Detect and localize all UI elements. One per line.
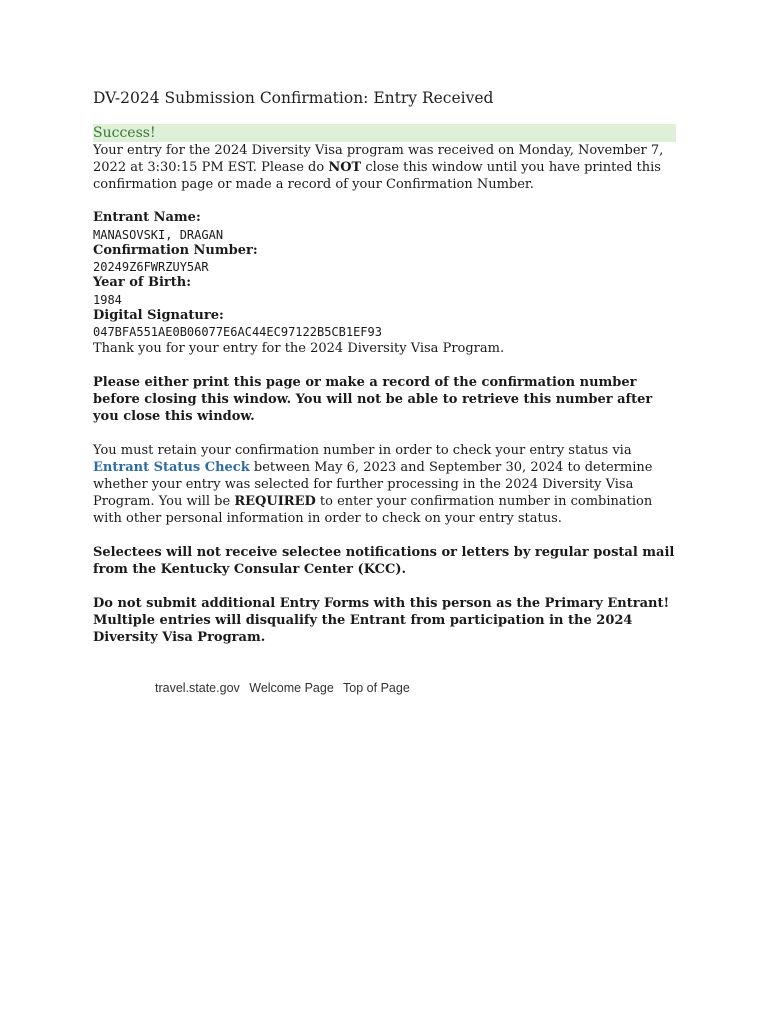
footer-link-welcome-page[interactable]: Welcome Page [249, 681, 334, 695]
intro-text-1: Your entry for the 2024 Diversity Visa program was received on Monday, November 7, 2022 at 3:30:15 PM EST. Please do [93, 143, 664, 175]
thanks-text: Thank you for your entry for the 2024 Diversity Visa Program. [93, 341, 505, 356]
retain-text-3: to enter your confirmation number in combination with other personal information in order to check on your entry status. [93, 494, 653, 526]
birth-year-value: 1984 [93, 292, 122, 307]
retain-paragraph [93, 442, 676, 527]
retain-emphasis: REQUIRED [234, 494, 316, 509]
mail-warning: Selectees will not receive selectee notifications or letters by regular postal mail from the Kentucky Consular Center (KCC). [93, 545, 675, 577]
print-warning: Please either print this page or make a record of the confirmation number before closing this window. You will not be able to retrieve this number after you close this window. [93, 375, 653, 424]
entrant-status-check-link[interactable]: Entrant Status Check [93, 460, 250, 475]
digital-signature-label: Digital Signature: [93, 307, 224, 323]
retain-text-1: You must retain your confirmation number in order to check your entry status via [93, 443, 632, 458]
entrant-name-label: Entrant Name: [93, 210, 201, 225]
confirmation-number-value: 20249Z6FWRZUY5AR [93, 260, 209, 274]
confirmation-page [93, 88, 676, 646]
page-title: DV-2024 Submission Confirmation: Entry Received [93, 89, 494, 107]
intro-emphasis: NOT [328, 160, 362, 175]
footer-link-travel-state-gov[interactable]: travel.state.gov [155, 681, 240, 695]
intro-text-2: close this window until you have printed this confirmation page or made a record of your Confirmation Number. [93, 160, 661, 192]
confirmation-number-label: Confirmation Number: [93, 242, 258, 258]
footer-link-top-of-page[interactable]: Top of Page [343, 681, 410, 695]
digital-signature-value: 047BFA551AE0B06077E6AC44EC97122B5CB1EF93 [93, 325, 382, 339]
intro-paragraph [93, 142, 676, 193]
birth-year-label: Year of Birth: [93, 275, 192, 290]
entrant-details [93, 210, 676, 340]
retain-text-2: between May 6, 2023 and September 30, 2024 to determine whether your entry was selected for further processing in the 2024 Diversity Visa Program. You will be [93, 460, 653, 509]
success-banner: Success! [93, 124, 676, 142]
multiple-entries-warning: Do not submit additional Entry Forms with this person as the Primary Entrant! Multiple entries will disqualify the Entrant from participation in the 2024 Diversity Visa Program. [93, 596, 670, 645]
footer-links [155, 680, 416, 696]
entrant-name-value: MANASOVSKI, DRAGAN [93, 227, 224, 242]
